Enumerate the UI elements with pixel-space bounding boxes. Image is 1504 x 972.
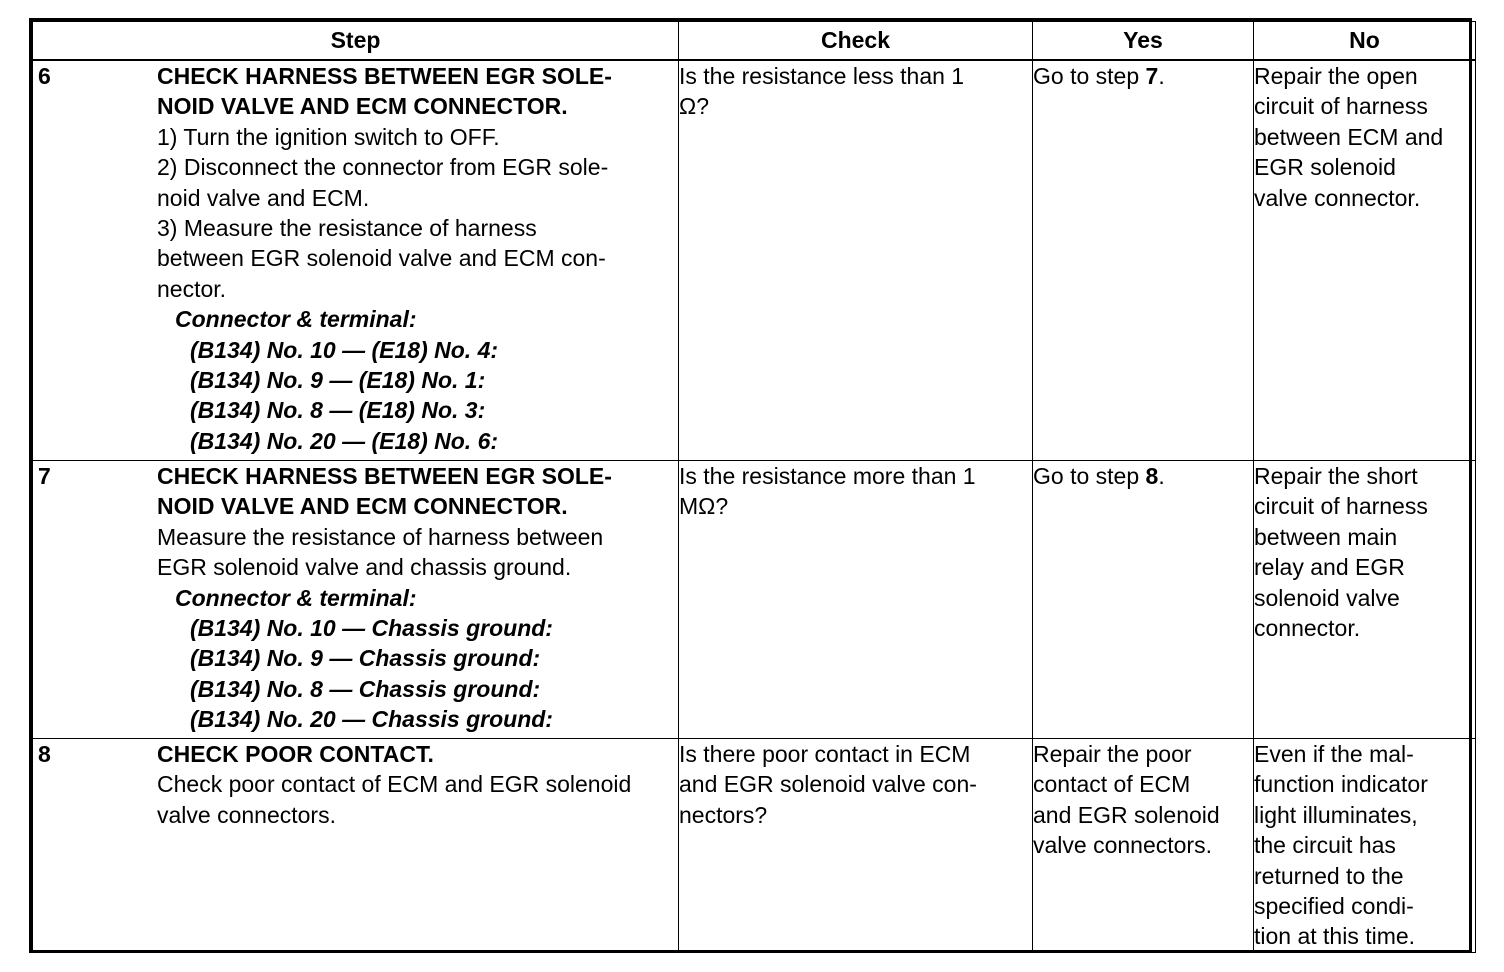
step-title-line: NOID VALVE AND ECM CONNECTOR.: [157, 493, 568, 520]
check-line: MΩ?: [679, 493, 729, 520]
no-line: EGR solenoid: [1254, 154, 1396, 181]
no-line: tion at this time.: [1254, 923, 1416, 950]
terminal-line: (B134) No. 20 — (E18) No. 6:: [190, 427, 499, 454]
check-line: Ω?: [679, 93, 709, 120]
yes-suffix: .: [1158, 63, 1165, 89]
check-line: and EGR solenoid valve con-: [679, 771, 977, 798]
connector-terminal-label: Connector & terminal:: [175, 584, 417, 611]
step-cell: [33, 60, 679, 461]
instruction-line: nector.: [157, 275, 227, 302]
terminal-line: (B134) No. 9 — Chassis ground:: [190, 645, 541, 672]
instruction-line: 2) Disconnect the connector from EGR sole-: [157, 154, 609, 181]
table-row-step-7: [33, 461, 1476, 739]
check-line: Is there poor contact in ECM: [679, 741, 971, 767]
instruction-line: EGR solenoid valve and chassis ground.: [157, 554, 572, 581]
step-title-line: CHECK POOR CONTACT.: [157, 741, 434, 767]
terminal-line: (B134) No. 8 — (E18) No. 3:: [190, 397, 486, 424]
no-line: function indicator: [1254, 771, 1428, 798]
yes-line: [1033, 461, 1253, 491]
no-line: relay and EGR: [1254, 554, 1405, 581]
step-number: 6: [38, 63, 51, 89]
step-cell: [33, 461, 679, 739]
connector-terminal-label: Connector & terminal:: [175, 306, 417, 333]
yes-line: and EGR solenoid: [1033, 801, 1220, 828]
no-line: circuit of harness: [1254, 93, 1428, 120]
no-line: circuit of harness: [1254, 493, 1428, 520]
table-header-row: [33, 22, 1476, 61]
yes-line: Repair the poor: [1033, 741, 1192, 767]
instruction-line: between EGR solenoid valve and ECM con-: [157, 245, 606, 272]
yes-line: contact of ECM: [1033, 771, 1191, 798]
step-title-line: NOID VALVE AND ECM CONNECTOR.: [157, 93, 568, 120]
yes-line: valve connectors.: [1033, 832, 1212, 859]
no-line: light illuminates,: [1254, 801, 1418, 828]
table-row-step-6: [33, 60, 1476, 461]
terminal-line: (B134) No. 8 — Chassis ground:: [190, 675, 541, 702]
check-line: Is the resistance more than 1: [679, 463, 976, 489]
yes-line: [1033, 61, 1253, 91]
no-cell: [1254, 60, 1476, 461]
step-body: [157, 739, 674, 830]
step-body: [157, 461, 674, 735]
yes-cell: [1033, 60, 1254, 461]
step-title-line: CHECK HARNESS BETWEEN EGR SOLE-: [157, 463, 612, 489]
instruction-line: Check poor contact of ECM and EGR solenoid: [157, 771, 632, 798]
step-cell: [33, 739, 679, 953]
step-number: 8: [38, 741, 51, 767]
diagnostic-table-frame: [29, 18, 1472, 953]
yes-step-ref: 8: [1145, 463, 1159, 489]
check-line: nectors?: [679, 801, 768, 828]
yes-prefix: Go to step: [1033, 463, 1146, 489]
no-line: between ECM and: [1254, 123, 1444, 150]
header-no: No: [1254, 22, 1476, 61]
no-line: specified condi-: [1254, 893, 1414, 920]
yes-cell: [1033, 461, 1254, 739]
no-line: valve connector.: [1254, 184, 1421, 211]
no-line: connector.: [1254, 615, 1361, 642]
instruction-line: valve connectors.: [157, 801, 336, 828]
yes-cell: [1033, 739, 1254, 953]
terminal-line: (B134) No. 9 — (E18) No. 1:: [190, 367, 486, 394]
header-yes: Yes: [1033, 22, 1254, 61]
no-line: Even if the mal-: [1254, 741, 1414, 767]
no-line: returned to the: [1254, 862, 1404, 889]
check-cell: [679, 739, 1033, 953]
no-line: Repair the open: [1254, 63, 1418, 89]
instruction-line: 3) Measure the resistance of harness: [157, 215, 537, 242]
no-line: the circuit has: [1254, 832, 1396, 859]
table-row-step-8: [33, 739, 1476, 953]
instruction-line: 1) Turn the ignition switch to OFF.: [157, 123, 500, 150]
yes-step-ref: 7: [1145, 63, 1159, 89]
check-cell: [679, 461, 1033, 739]
terminal-line: (B134) No. 10 — Chassis ground:: [190, 615, 553, 642]
step-body: [157, 61, 674, 456]
instruction-line: Measure the resistance of harness between: [157, 523, 604, 550]
no-line: solenoid valve: [1254, 584, 1400, 611]
yes-suffix: .: [1158, 463, 1165, 489]
check-line: Is the resistance less than 1: [679, 63, 965, 89]
diagnostic-table: [32, 21, 1476, 953]
header-step: Step: [33, 22, 679, 61]
no-line: Repair the short: [1254, 463, 1418, 489]
no-line: between main: [1254, 523, 1398, 550]
no-cell: [1254, 739, 1476, 953]
check-cell: [679, 60, 1033, 461]
header-check: Check: [679, 22, 1033, 61]
step-title-line: CHECK HARNESS BETWEEN EGR SOLE-: [157, 63, 612, 89]
step-number: 7: [38, 463, 51, 489]
terminal-line: (B134) No. 20 — Chassis ground:: [190, 706, 553, 733]
terminal-line: (B134) No. 10 — (E18) No. 4:: [190, 336, 499, 363]
yes-prefix: Go to step: [1033, 63, 1146, 89]
no-cell: [1254, 461, 1476, 739]
instruction-line: noid valve and ECM.: [157, 184, 370, 211]
